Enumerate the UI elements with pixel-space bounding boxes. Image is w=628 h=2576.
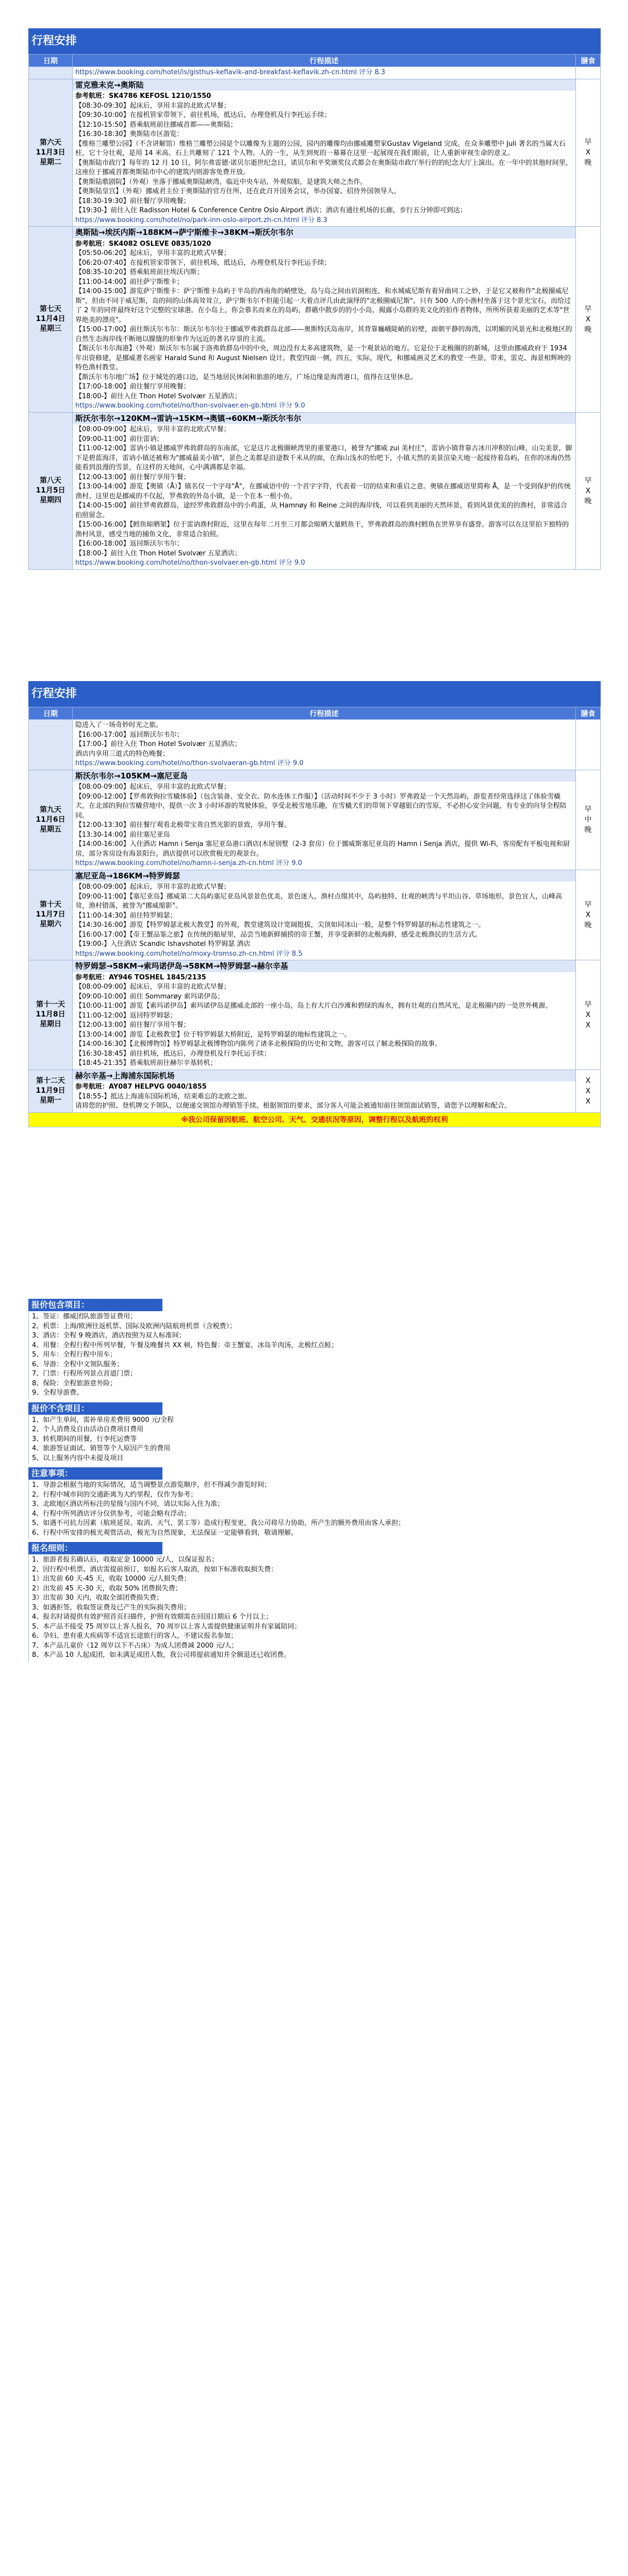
itinerary-line: 【09:30-10:00】在接机管家带领下，前往机场，抵达后，办理登机及行李托运手续； <box>75 111 331 119</box>
meal-item: 早 <box>584 1000 592 1009</box>
day-meals <box>576 870 601 960</box>
terms-item: 3、北欧地区酒店所标注的星级与国内不同，请以实际入住为准； <box>32 1500 224 1508</box>
hotel-link[interactable]: https://www.booking.com/hotel/no/thon-svolvaer.en-gb.html 评分 9.0 <box>75 402 305 410</box>
day-date-line: 星期一 <box>40 1096 61 1105</box>
hotel-link[interactable]: https://www.booking.com/hotel/no/thon-svolvaeran-gb.html 评分 9.0 <box>75 759 304 767</box>
itinerary-line: 【斯沃尔韦尔海港】（外观）斯沃尔韦尔属于洛弗敦群岛中的中央，周边没有太多高建筑物，是一个观景站的地方。它是位于北极圈的的新城，这里由挪威政府于 1934 年出资修建，是挪威著名画家 Harald Sund 和 August Nielsen 设计。教堂四面一侧，四五，实际，现代，和挪威画灵艺术的教堂一些景，带来，雷克、海景相辉映的特色渔村教堂。 <box>75 345 571 371</box>
itinerary-line: 【12:00-13:30】前往餐厅观看北极带宝贵自然光影的景致，享用午餐。 <box>75 821 291 829</box>
day-description <box>73 79 576 227</box>
terms-block-body <box>28 1311 601 1399</box>
day-route-title: 特罗姆瑟→58KM→索玛诺伊岛→58KM→特罗姆瑟→赫尔辛基 <box>73 960 575 972</box>
day-date-line: 第十一天 <box>36 1001 65 1009</box>
day-meals <box>576 227 601 413</box>
itinerary-page-2 <box>28 681 601 1127</box>
day-date-line: 11月9日 <box>36 1087 65 1095</box>
meal-item: 晚 <box>584 325 592 334</box>
terms-item: 1、导游会根据当地的实际情况，适当调整景点游览顺序，但不得减少游览时间； <box>32 1481 271 1489</box>
itinerary-line: 【05:50-06:20】起床后，享用丰富的北欧式早餐； <box>75 249 230 257</box>
itinerary-line: 隐进入了一场奇妙时光之旅。 <box>75 721 163 729</box>
hotel-link[interactable]: https://www.booking.com/hotel/is/gisthus-keflavik-and-breakfast-keflavik.zh-cn.html 评分 8.3 <box>75 69 386 76</box>
continued-row <box>29 67 601 79</box>
terms-block-body <box>28 1480 601 1539</box>
itinerary-line: 酒店内享用三道式的特色晚餐； <box>75 750 170 758</box>
itinerary-line: 【16:30-18:45】前往机场，抵达后，办理登机及行李托运手续； <box>75 1049 271 1058</box>
terms-item: 2）出发前 45 天-30 天，收取 50% 团费损失费； <box>32 1584 182 1592</box>
terms-block-header: 报名细则： <box>28 1542 162 1554</box>
itinerary-line: 【17:00-】前往入住 Thon Hotel Svolvær 五星酒店； <box>75 740 241 748</box>
meal-item: X <box>585 1021 591 1029</box>
itinerary-line: 【18:45-21:35】搭乘航班前往赫尔辛基转机； <box>75 1059 217 1067</box>
terms-item: 5、如遇不可抗力因素（航班延误、取消、天气、罢工等）造成行程变更，我公司将尽力协助，所产生的额外费用由客人承担； <box>32 1519 405 1527</box>
day-date <box>29 960 73 1070</box>
terms-item: 6、导游：全程中文领队服务； <box>32 1360 124 1368</box>
day-date-line: 第六天 <box>40 138 61 147</box>
day-date-line: 星期四 <box>40 496 61 504</box>
terms-item: 4、用餐：全程行程中所列早餐，午餐及晚餐共 XX 顿，特色餐：帝王蟹宴，冰岛羊肉汤，北极红点鲑； <box>32 1341 338 1349</box>
day-description <box>73 870 576 960</box>
day-date <box>29 1070 73 1112</box>
terms-item: 3、酒店：全程 9 晚酒店，酒店按照为双人标准间； <box>32 1332 186 1340</box>
itinerary-line: 【11:00-12:00】返回特罗姆瑟； <box>75 1011 177 1020</box>
terms-item: 2、因行程中机票、酒店需提前预订，如报名后客人取消，按如下标准收取损失费： <box>32 1565 278 1573</box>
section-title: 行程安排 <box>28 681 601 707</box>
header-date: 日期 <box>29 707 73 720</box>
itinerary-line: 【10:00-11:00】游览【索玛诺伊岛】索玛诺伊岛是挪威北部的一座小岛，岛上有大片白沙滩和碧绿的海水，拥有壮观的自然风光，是北极圈内的一处世外桃源。 <box>75 1002 552 1010</box>
itinerary-page-1 <box>28 28 601 570</box>
day-route-title: 斯沃尔韦尔→120KM→雷讷→15KM→奥镇→60KM→斯沃尔韦尔 <box>73 413 575 425</box>
terms-item: 3、转机期间的用餐，行李托运费等 <box>32 1435 137 1443</box>
disclaimer-note: ※我公司保留因航班、航空公司、天气、交通状况等原因，调整行程以及航班的权利 <box>29 1112 601 1127</box>
day-meals <box>576 1070 601 1112</box>
itinerary-line: 【08:35-10:20】搭乘航班前往埃沃内斯； <box>75 268 204 276</box>
itinerary-line: 【14:00-15:00】游览萨宁斯维卡：萨宁斯维卡岛屿于半岛的西南角的峭壁处，岛与岛之间由岩洞相连，和水城威尼斯有着异曲同工之妙，于是它又被称作"北极圈威尼斯"，但由不同于威尼斯，岛的间的山体高耸耸立，萨宁斯韦尔不但能引起一大着点评几由此演绎的"北极圈威尼斯"。只有 500 人的小渔村坐落于这个景光宝石，而给过了 2 年的同伴最终好这个完整的宝球港。在小岛上，你会慕名而来在的岛屿，群礁中散步的的小小岛，揭露小岛群的美文化的拍作者物体，所所所获着美丽的艺术等"世界绝美的漂亮"。 <box>75 287 571 324</box>
itinerary-line: 【15:00-17:00】前往斯沃尔韦尔：斯沃尔韦尔位于挪威罗弗敦群岛北部——奥斯特沃岛南岸，其背靠巍峨陡峭的岩壁，面朝平静的海湾，以明媚的风景光和北极地区的自然生态海岸线不断地以朦胧的形象作为远近的著名岸景的主流。 <box>75 326 572 343</box>
disclaimer-row <box>29 1112 601 1127</box>
itinerary-line: 【13:00-14:00】游览【北极教堂】位于特罗姆瑟大桥附近，是特罗姆瑟的地标性建筑之一。 <box>75 1030 351 1039</box>
day-date-line: 11月3日 <box>36 148 65 157</box>
itinerary-line: 【14:30-16:00】游览【特罗姆瑟北极大教堂】的外观，教堂建筑设计宽阔挺拔，尖顶如同冰山一般，是整个特罗姆瑟的标志性建筑之一。 <box>75 921 485 929</box>
day-description <box>73 960 576 1070</box>
itinerary-line: 【09:00-10:00】前往 Sommarøy 索玛诺伊岛； <box>75 992 224 1001</box>
terms-item: 1）出发前 60 天-45 天，收取 10000 元/人损失费； <box>32 1575 191 1583</box>
itinerary-line: 【11:00-12:00】雷讷小镇是挪威罗弗敦群岛的东南部，它是这片北极圈峡湾里的重要港口，被誉为"挪威 zui 美村庄"，雷讷小镇背靠古冰川冲积的山峰，山尖美景，脚下是碧蓝海洋，雷讷小镇还被称为"挪威最美小镇"，景色之美都是沿途数千米从的面，在海山浅水的怡吧下，小镇天然的美景渲染天地一起接待着岛屿，在你的冰海仍然能看到浪漫的雪景，在这样的天地间，心中满满都是幸福。 <box>75 445 572 471</box>
day-date <box>29 870 73 960</box>
day-date-line: 第七天 <box>40 305 61 314</box>
itinerary-line: 【09:00-11:00】前往雷讷； <box>75 435 163 443</box>
day-date-line: 第十二天 <box>36 1077 65 1085</box>
day-date-line: 星期三 <box>40 325 61 333</box>
itinerary-line: 【06:20-07:40】在接机管家带领下，前往机场，抵达后，办理登机及行李托运手续； <box>75 259 331 267</box>
meal-item: 早 <box>584 476 592 485</box>
day-row <box>29 79 601 227</box>
itinerary-line: 【14:00-16:30】【北极博物馆】特罗姆瑟北极博物馆内陈列了诸多北极探险的历史和文物，游客可以了解北极探险的故事。 <box>75 1040 442 1048</box>
meal-item: 早 <box>584 304 592 313</box>
header-meals: 膳食 <box>576 707 601 720</box>
meal-item: X <box>585 1087 591 1095</box>
itinerary-line: 【18:30-19:30】前往餐厅享用晚餐； <box>75 197 190 205</box>
date-cell-empty <box>29 67 73 79</box>
terms-item: 2、机票：上海/欧洲往返机票、国际及欧洲内陆航班机票（含税费）； <box>32 1322 237 1330</box>
day-meals <box>576 79 601 227</box>
meal-item: X <box>585 486 591 495</box>
itinerary-line: 【08:30-09:30】起床后，享用丰富的北欧式早餐； <box>75 101 230 110</box>
day-route-title: 奥斯陆→埃沃内斯→188KM→萨宁斯维卡→38KM→斯沃尔韦尔 <box>73 227 575 239</box>
header-meals: 膳食 <box>576 55 601 67</box>
date-cell-empty <box>29 720 73 770</box>
continued-description <box>73 720 576 770</box>
terms-item: 4、行程中所列酒店评分仅供参考，可能会略有浮动； <box>32 1510 191 1518</box>
terms-item: 8、保险：全程旅游意外险； <box>32 1379 117 1387</box>
day-date <box>29 227 73 413</box>
continued-description <box>73 67 576 79</box>
terms-block-header: 注意事项： <box>28 1467 162 1480</box>
day-date <box>29 79 73 227</box>
itinerary-line: 【维格兰雕塑公园】（不含讲解馆）维格兰雕塑公园是个以雕像为主题的公园，园内的雕像均由挪威雕塑家Gustav Vigeland 完成。在众多雕塑中 Juli 著名的当属大石柱，它十分壮观，是用 14 米高、石上共雕刻了 121 个人物。人的一生，从生到死的一幕幕在这里一起展现在我们眼前，让人重新审视生命的意义。 <box>75 140 566 157</box>
terms-item: 4、报名时请提供有效护照首页扫描件，护照有效期需在回国日期后 6 个月以上； <box>32 1613 273 1621</box>
section-title: 行程安排 <box>28 28 601 54</box>
itinerary-line: 请将您的护照、登机牌交予领队，以便递交领馆办理销签手续。根据领馆的要求，部分客人可能会被通知前往领馆面试销签，请您予以理解和配合。 <box>75 1102 511 1110</box>
day-meals <box>576 770 601 870</box>
meal-item: 晚 <box>584 826 592 834</box>
day-date-line: 星期五 <box>40 825 61 834</box>
itinerary-line: 【12:00-13:00】前往餐厅享用午餐； <box>75 1021 190 1029</box>
meal-item: 晚 <box>584 497 592 505</box>
meal-cell-empty <box>576 720 601 770</box>
meal-item: 早 <box>584 138 592 147</box>
itinerary-line: 【08:00-09:00】起床后，享用丰富的北欧式早餐； <box>75 783 230 791</box>
itinerary-line: 【14:00-15:00】前往罗弗敦群岛，途经罗弗敦群岛中的小鸡蛋，从 Hamnøy 和 Reine 之间的海岸线，可以看到美丽的天然环景，看到风景优美的的渔村，非常适合拍照留念。 <box>75 502 567 519</box>
itinerary-line: 【16:00-17:00】【帝王蟹品鉴之旅】在传统的船屋里，品尝当地新鲜捕捞的帝王蟹，并享受新鲜的北极海鲜，感受北极渔民的生活方式。 <box>75 930 482 939</box>
day-route-title: 赫尔辛基→上海浦东国际机场 <box>73 1070 575 1082</box>
itinerary-line: 【16:00-18:00】返回斯沃尔韦尔； <box>75 540 184 548</box>
day-date-line: 11月5日 <box>36 486 65 495</box>
itinerary-table <box>28 54 601 570</box>
hotel-link[interactable]: https://www.booking.com/hotel/no/hamn-i-senja.zh-cn.html 评分 9.0 <box>75 859 303 867</box>
itinerary-line: 【13:30-14:00】前往塞尼亚岛 <box>75 831 170 839</box>
day-description <box>73 412 576 569</box>
day-date-line: 第八天 <box>40 477 61 485</box>
day-date <box>29 770 73 870</box>
day-date-line: 11月7日 <box>36 910 65 919</box>
day-date-line: 星期六 <box>40 920 61 929</box>
meal-item: X <box>585 910 591 919</box>
day-route-title: 雷克雅未克→奥斯陆 <box>73 79 575 91</box>
header-date: 日期 <box>29 55 73 67</box>
terms-block-body <box>28 1554 601 1662</box>
day-date-line: 星期二 <box>40 158 61 166</box>
day-row <box>29 1070 601 1112</box>
terms-block-header: 报价不含项目： <box>28 1402 162 1415</box>
hotel-link[interactable]: https://www.booking.com/hotel/no/park-inn-oslo-airport.zh-cn.html 评分 8.3 <box>75 216 327 224</box>
meal-item: X <box>585 148 591 157</box>
meal-item: X <box>585 1097 591 1106</box>
itinerary-line: 【16:30-18:30】奥斯陆市区游览： <box>75 130 184 138</box>
day-route-title: 塞尼亚岛→186KM→特罗姆瑟 <box>73 870 575 882</box>
terms-item: 6、行程中所安排的极光观赏活动，极光为自然现象，无法保证一定能够看到，敬请理解。 <box>32 1529 298 1537</box>
day-route-title: 斯沃尔韦尔→105KM→塞尼亚岛 <box>73 770 575 782</box>
terms-item: 7、门票：行程所列景点首道门票； <box>32 1370 137 1378</box>
meal-item: 晚 <box>584 159 592 167</box>
meal-item: X <box>585 1010 591 1019</box>
flight-info: 参考航班：AY087 HELPVG 0040/1855 <box>75 1083 207 1091</box>
terms-item: 6、孕妇、患有重大疾病等不适宜长途旅行的客人，不建议报名参加； <box>32 1632 238 1640</box>
itinerary-line: 【12:00-13:00】前往餐厅享用午餐； <box>75 473 190 481</box>
itinerary-line: 【13:00-14:00】游览【奥镇（Å）】镇名仅一个字母"Å"，在挪威语中的一个首字字符，代表着一切的结束和重启之意。奥镇在挪威语里简称 Å，是一个受到保护的传统渔村。这里也是挪威的不仅起，罗弗敦的外岛小镇，是一个在本一根小鱼。 <box>75 483 571 500</box>
day-meals <box>576 960 601 1070</box>
day-row <box>29 412 601 569</box>
itinerary-line: 【斯沃尔韦尔地广场】位于城处的港口边，是当地居民休闲和旅游的地方，广场边缘是海湾港口，值得在这里休息。 <box>75 373 418 381</box>
continued-row <box>29 720 601 770</box>
terms-block-body <box>28 1415 601 1465</box>
itinerary-line: 【18:00-】前往入住 Thon Hotel Svolvær 五星酒店； <box>75 392 241 400</box>
itinerary-line: 【08:00-09:00】起床后，享用丰富的北欧式早餐； <box>75 883 230 891</box>
meal-item: 中 <box>584 816 592 824</box>
day-row <box>29 870 601 960</box>
hotel-link[interactable]: https://www.booking.com/hotel/no/thon-svolvaer.en-gb.html 评分 9.0 <box>75 559 305 567</box>
day-description <box>73 227 576 413</box>
header-desc: 行程描述 <box>73 707 576 720</box>
itinerary-line: 【奥斯陆皇宫】（外观）挪威君主位于奥斯陆的官方住所，还在此召开国务会议，举办国宴、招待外国领导人。 <box>75 188 401 195</box>
meal-item: X <box>585 1076 591 1085</box>
terms-item: 2、行程中城市间的交通距离为大约里程，仅作为参考； <box>32 1490 197 1499</box>
itinerary-line: 【15:00-16:00】【鳕鱼晾晒架】位于雷讷渔村附近，这里在每年二月至三月都会晾晒大量鳕鱼干，罗弗敦群岛的渔村鳕鱼在世界享有盛誉。游客可以在这里拍下独特的渔村风景，感受当地的捕鱼文化，非常适合拍照。 <box>75 521 569 538</box>
itinerary-line: 【16:00-17:00】返回斯沃尔韦尔； <box>75 731 184 739</box>
day-date <box>29 412 73 569</box>
day-date-line: 星期日 <box>40 1020 61 1029</box>
terms-item: 7、本产品儿童价（12 周岁以下不占床）为成人团费减 2000 元/人； <box>32 1641 238 1650</box>
flight-info: 参考航班：SK4082 OSLEVE 0835/1020 <box>75 240 211 248</box>
terms-item: 1、旅游者报名确认后，收取定金 10000 元/人，以保证报名； <box>32 1556 219 1564</box>
itinerary-line: 【17:00-18:00】前往餐厅享用晚餐； <box>75 383 190 391</box>
itinerary-line: 【19:30-】前往入住 Radisson Hotel & Conference Centre Oslo Airport 酒店；酒店有通往机场的长廊，步行五分钟即可到达； <box>75 207 467 214</box>
terms-item: 3、如遇拒签，收取签证费及已产生的实际损失费用； <box>32 1603 191 1612</box>
itinerary-line: 【09:00-12:00】【罗弗敦狗拉雪橇体验】（包含装备、安全衣、防水连体工作服）】（活动时间不少于 3 小时）罗弗敦是一个天然岛屿，游览者经常选择这了体验雪橇犬，在北部的狗拉雪橇营地中，提供一次 3 小时环游的驾驶体验，享受北极雪地乐趣，在雪橇犬们的带领下穿越银白的雪原，不必担心安全问题，有专业的向导全程陪同。 <box>75 792 567 820</box>
terms-page <box>28 1296 601 1662</box>
itinerary-line: 【11:00-14:30】前往特罗姆瑟； <box>75 911 177 920</box>
day-date-line: 11月4日 <box>36 315 65 324</box>
day-meals <box>576 412 601 569</box>
meal-item: 早 <box>584 900 592 909</box>
itinerary-line: 【18:55-】抵达上海浦东国际机场，结束难忘的北欧之旅。 <box>75 1092 252 1100</box>
day-date-line: 11月6日 <box>36 815 65 824</box>
itinerary-line: 【11:00-14:00】前往萨宁斯维卡； <box>75 278 184 286</box>
terms-item: 2、个人消费及自由活动自费项目费用 <box>32 1426 144 1433</box>
itinerary-line: 【09:00-11:00】【塞尼亚岛】挪威第二大岛屿塞尼亚岛风景景色优美，景色迷人，渔村点缀其中，岛屿独特、壮观的峡湾与平坦山谷、草场地形，景色宜人，山峰高耸，渔村错落，被誉为"挪威缩影"。 <box>75 892 563 910</box>
day-description <box>73 770 576 870</box>
day-description <box>73 1070 576 1112</box>
terms-item: 5、以上服务内容中未提及项目 <box>32 1454 124 1462</box>
day-date-line: 第九天 <box>40 805 61 814</box>
terms-item: 8、本产品 10 人起成团，如未满足成团人数，我公司将提前通知并全额退还已收团费。 <box>32 1651 291 1659</box>
day-date-line: 11月8日 <box>36 1010 65 1019</box>
itinerary-line: 【14:00-16:00】入住酒店 Hamn i Senja 塞尼亚岛港口酒店(木屋别墅（2-3 套房）位于挪威斯塞尼亚岛的 Hamn i Senja 酒店，提供 Wi-Fi，客房配有平板电视和厨房，部分客房设有海景阳台。酒店提供可以欣赏极光的观景台。 <box>75 840 570 858</box>
itinerary-table <box>28 707 601 1127</box>
day-row <box>29 227 601 413</box>
itinerary-line: 【18:00-】前往入住 Thon Hotel Svolvær 五星酒店； <box>75 549 241 557</box>
itinerary-line: 【08:00-09:00】起床后，享用丰富的北欧式早餐； <box>75 983 230 991</box>
day-row <box>29 960 601 1070</box>
terms-item: 1、如产生单间，需补单房差费用 9000 元/全程 <box>32 1416 174 1424</box>
day-row <box>29 770 601 870</box>
meal-item: 晚 <box>584 921 592 929</box>
meal-item: 早 <box>584 805 592 814</box>
terms-item: 1、签证：挪威团队旅游签证费用； <box>32 1313 137 1320</box>
itinerary-line: 【08:00-09:00】起床后，享用丰富的北欧式早餐； <box>75 426 230 433</box>
terms-block-header: 报价包含项目： <box>28 1299 162 1311</box>
terms-item: 5、用车：全程行程中用车； <box>32 1351 117 1359</box>
meal-item: X <box>585 315 591 324</box>
itinerary-line: 【19:00-】入住酒店 Scandic Ishavshotel 特罗姆瑟 酒店 <box>75 940 251 948</box>
terms-item: 4、旅游签证面试、销签等个人原因产生的费用 <box>32 1445 171 1452</box>
itinerary-line: 【12:10-15:50】搭乘航班前往挪威首都——奥斯陆； <box>75 121 237 129</box>
terms-item: 9、全程导游费。 <box>32 1389 84 1397</box>
flight-info: 参考航班：AY946 TOSHEL 1845/2135 <box>75 973 206 981</box>
hotel-link[interactable]: https://www.booking.com/hotel/no/moxy-tromso.zh-cn.html 评分 8.5 <box>75 950 303 958</box>
itinerary-line: 【奥斯陆歌剧院】（外观）坐落于挪威奥斯陆峡湾，临近中央车站，外观似船，是建筑大师之杰作。 <box>75 178 367 186</box>
meal-cell-empty <box>576 67 601 79</box>
day-date-line: 第十天 <box>40 901 61 909</box>
header-desc: 行程描述 <box>73 55 576 67</box>
itinerary-line: 【奥斯陆市政厅】每年的 12 月 10 日，阿尔弗雷德·诺贝尔逝世纪念日，诺贝尔和平奖颁奖仪式都会在奥斯陆市政厅举行的的纪念大厅上演出。在一年中的其他时间里，这座位于挪威首都奥斯陆市中心的建筑内则游客免费开放。 <box>75 159 572 176</box>
terms-item: 3）出发前 30 天内，收取全部团费损失费； <box>32 1594 163 1602</box>
terms-item: 5、本产品不接受 75 周岁以上客人报名，70 周岁以上客人需提供健康证明并有家属陪同； <box>32 1622 301 1631</box>
flight-info: 参考航班：SK4786 KEFOSL 1210/1550 <box>75 92 211 100</box>
